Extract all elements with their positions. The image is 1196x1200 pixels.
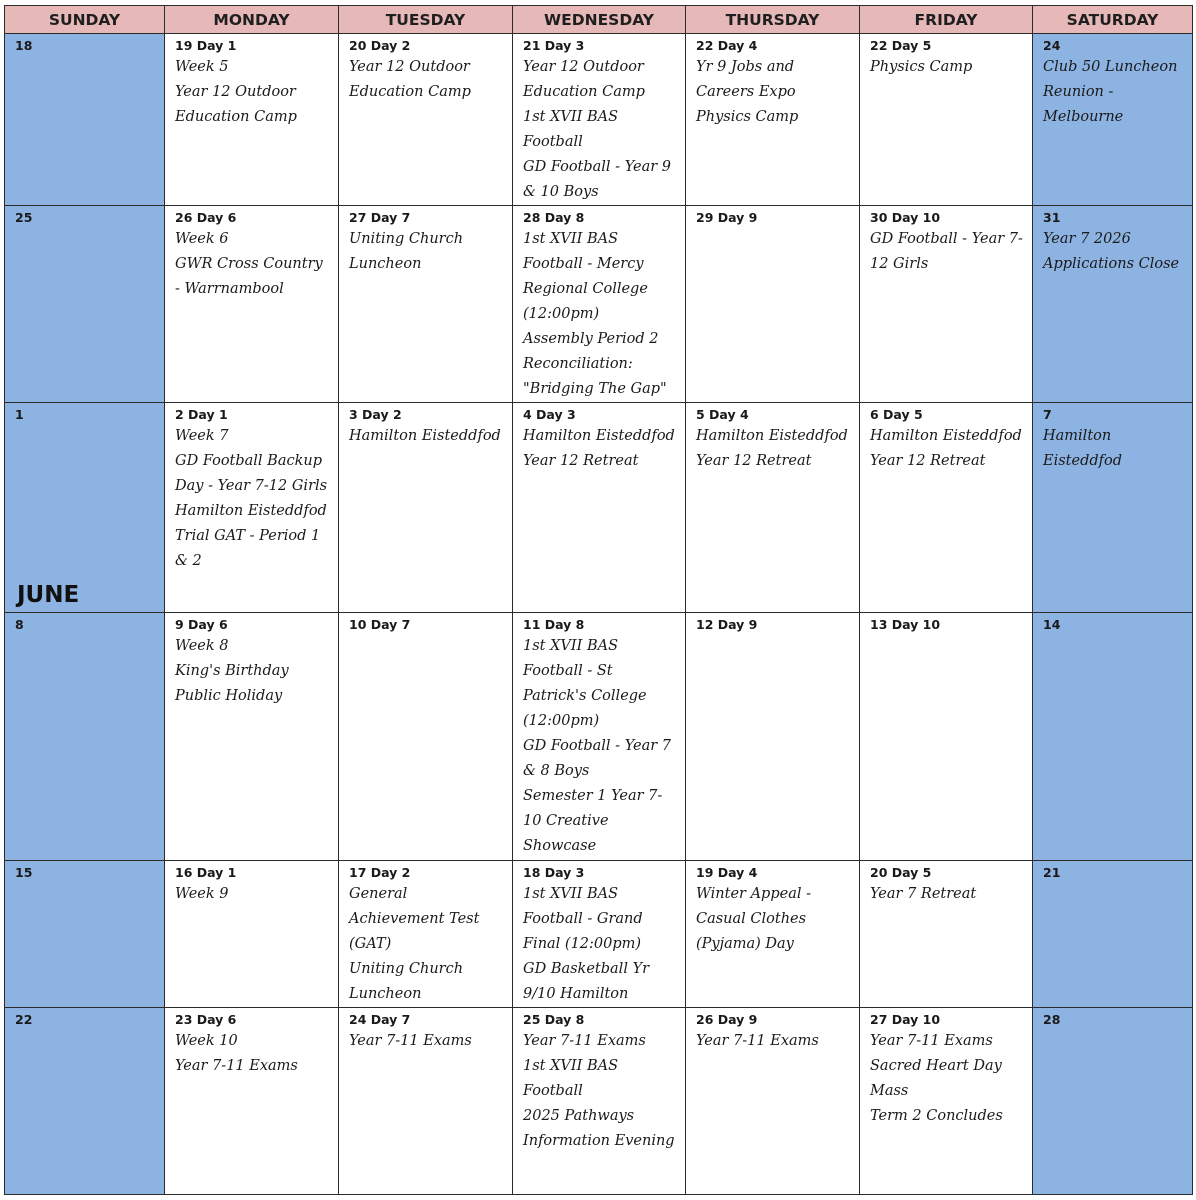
- calendar-event: 1st XVII BAS Football: [523, 109, 619, 150]
- header-sunday: SUNDAY: [5, 6, 165, 34]
- day-cell-tuesday: [339, 403, 513, 613]
- calendar-event: Winter Appeal - Casual Clothes (Pyjama) Day: [696, 886, 811, 952]
- day-cell-content: [513, 206, 685, 402]
- day-cell-content: [1033, 403, 1192, 612]
- day-cell-tuesday: [339, 613, 513, 861]
- day-number: 13 Day 10: [870, 617, 941, 632]
- day-number: 20 Day 2: [349, 38, 411, 53]
- calendar-event: Week 8: [175, 638, 229, 654]
- day-number: 10 Day 7: [349, 617, 411, 632]
- day-cell-content: [1033, 206, 1192, 402]
- calendar-event: Assembly Period 2 Reconciliation: "Bridging The Gap": [523, 331, 667, 397]
- day-cell-monday: [165, 861, 339, 1008]
- day-cell-saturday: [1033, 861, 1193, 1008]
- calendar-event: Week 10: [175, 1033, 238, 1049]
- day-cell-thursday: [686, 206, 860, 403]
- calendar-event: Year 12 Retreat: [870, 453, 986, 469]
- day-cell-friday: [860, 403, 1033, 613]
- day-cell-content: [5, 613, 164, 860]
- day-number: 27 Day 7: [349, 210, 411, 225]
- day-cell-thursday: [686, 613, 860, 861]
- week-row: [5, 403, 1193, 613]
- day-cell-tuesday: [339, 861, 513, 1008]
- week-row: [5, 34, 1193, 206]
- day-cell-friday: [860, 206, 1033, 403]
- calendar-event: Hamilton Eisteddfod: [870, 428, 1022, 444]
- day-number: 19 Day 4: [696, 865, 758, 880]
- header-tuesday: TUESDAY: [339, 6, 513, 34]
- day-cell-content: [339, 861, 512, 1007]
- calendar-event: Trial GAT - Period 1 & 2: [175, 528, 321, 569]
- calendar-event: Year 7-11 Exams: [696, 1033, 819, 1049]
- week-row: [5, 613, 1193, 861]
- day-cell-content: [860, 34, 1032, 205]
- day-cell-monday: [165, 34, 339, 206]
- day-cell-content: [5, 1008, 164, 1194]
- calendar-event: 1st XVII BAS Football - Grand Final (12:00pm): [523, 886, 643, 952]
- day-cell-content: [513, 34, 685, 205]
- day-cell-sunday: [5, 206, 165, 403]
- calendar-event: GD Football - Year 9 & 10 Boys: [523, 159, 671, 200]
- day-cell-sunday: [5, 1008, 165, 1195]
- day-number: 25: [15, 210, 33, 225]
- day-cell-content: [686, 613, 859, 860]
- calendar-event: Year 7-11 Exams: [175, 1058, 298, 1074]
- day-number: 18: [15, 38, 33, 53]
- day-cell-saturday: [1033, 1008, 1193, 1195]
- day-number: 27 Day 10: [870, 1012, 941, 1027]
- calendar-event: Semester 1 Year 7-10 Creative Showcase: [523, 788, 663, 854]
- day-number: 6 Day 5: [870, 407, 923, 422]
- day-cell-content: [165, 403, 338, 612]
- calendar-event: Year 7-11 Exams: [523, 1033, 646, 1049]
- calendar-event: Physics Camp: [870, 59, 973, 75]
- day-number: 19 Day 1: [175, 38, 237, 53]
- day-number: 23 Day 6: [175, 1012, 237, 1027]
- day-number: 30 Day 10: [870, 210, 941, 225]
- day-cell-friday: [860, 861, 1033, 1008]
- day-cell-content: [686, 403, 859, 612]
- day-number: 7: [1043, 407, 1052, 422]
- day-cell-content: [686, 1008, 859, 1194]
- calendar-event: Yr 9 Jobs and Careers Expo: [696, 59, 796, 100]
- day-number: 15: [15, 865, 33, 880]
- day-number: 24: [1043, 38, 1061, 53]
- day-cell-content: [165, 206, 338, 402]
- calendar-event: Year 7 Retreat: [870, 886, 977, 902]
- day-cell-content: [339, 34, 512, 205]
- day-cell-wednesday: [513, 403, 686, 613]
- week-row: [5, 206, 1193, 403]
- day-cell-content: [860, 403, 1032, 612]
- day-number: 21: [1043, 865, 1061, 880]
- day-cell-sunday: [5, 861, 165, 1008]
- day-cell-content: [860, 613, 1032, 860]
- calendar-event: 1st XVII BAS Football: [523, 1058, 619, 1099]
- day-cell-saturday: [1033, 403, 1193, 613]
- header-saturday: SATURDAY: [1033, 6, 1193, 34]
- calendar-event: Year 12 Retreat: [696, 453, 812, 469]
- day-number: 16 Day 1: [175, 865, 237, 880]
- header-monday: MONDAY: [165, 6, 339, 34]
- calendar-event: Year 7 2026 Applications Close: [1043, 231, 1180, 272]
- day-number: 29 Day 9: [696, 210, 758, 225]
- calendar-event: Year 12 Outdoor Education Camp: [175, 84, 297, 125]
- calendar-event: Hamilton Eisteddfod: [696, 428, 848, 444]
- day-number: 2 Day 1: [175, 407, 228, 422]
- day-cell-content: [513, 403, 685, 612]
- calendar-event: Year 12 Outdoor Education Camp: [349, 59, 471, 100]
- day-cell-thursday: [686, 34, 860, 206]
- calendar-event: Week 6: [175, 231, 229, 247]
- day-number: 20 Day 5: [870, 865, 932, 880]
- day-cell-content: [339, 1008, 512, 1194]
- calendar-event: 1st XVII BAS Football - Mercy Regional College (12:00pm): [523, 231, 648, 322]
- calendar-event: General Achievement Test (GAT): [349, 886, 480, 952]
- calendar-event: GD Football - Year 7-12 Girls: [870, 231, 1023, 272]
- day-cell-monday: [165, 206, 339, 403]
- day-cell-content: [5, 861, 164, 1007]
- day-number: 18 Day 3: [523, 865, 585, 880]
- day-cell-sunday: [5, 34, 165, 206]
- day-cell-content: [339, 403, 512, 612]
- day-number: 11 Day 8: [523, 617, 585, 632]
- day-number: 5 Day 4: [696, 407, 749, 422]
- day-cell-content: [5, 403, 164, 612]
- calendar-event: Club 50 Luncheon Reunion - Melbourne: [1043, 59, 1178, 125]
- day-cell-content: [165, 613, 338, 860]
- calendar-table: [4, 5, 1193, 1195]
- calendar-event: Uniting Church Luncheon: [349, 961, 464, 1002]
- day-cell-content: [686, 861, 859, 1007]
- day-cell-monday: [165, 613, 339, 861]
- day-number: 3 Day 2: [349, 407, 402, 422]
- day-cell-thursday: [686, 861, 860, 1008]
- day-number: 22 Day 5: [870, 38, 932, 53]
- day-cell-monday: [165, 403, 339, 613]
- month-label: JUNE: [17, 582, 80, 608]
- header-thursday: THURSDAY: [686, 6, 860, 34]
- calendar-event: Week 9: [175, 886, 229, 902]
- calendar-event: Week 5: [175, 59, 229, 75]
- day-cell-content: [513, 861, 685, 1007]
- day-cell-sunday: [5, 403, 165, 613]
- weekday-header-row: [5, 6, 1193, 34]
- day-number: 28 Day 8: [523, 210, 585, 225]
- day-number: 25 Day 8: [523, 1012, 585, 1027]
- day-cell-content: [1033, 1008, 1192, 1194]
- day-cell-content: [339, 613, 512, 860]
- day-cell-saturday: [1033, 34, 1193, 206]
- day-cell-content: [513, 613, 685, 860]
- calendar-event: Hamilton Eisteddfod: [175, 503, 327, 519]
- calendar-event: Uniting Church Luncheon: [349, 231, 464, 272]
- day-cell-wednesday: [513, 1008, 686, 1195]
- calendar-event: Physics Camp: [696, 109, 799, 125]
- day-number: 1: [15, 407, 24, 422]
- day-number: 22 Day 4: [696, 38, 758, 53]
- calendar-event: Hamilton Eisteddfod: [349, 428, 501, 444]
- day-number: 12 Day 9: [696, 617, 758, 632]
- calendar-event: Year 7-11 Exams: [349, 1033, 472, 1049]
- calendar-event: Sacred Heart Day Mass: [870, 1058, 1002, 1099]
- header-wednesday: WEDNESDAY: [513, 6, 686, 34]
- day-cell-thursday: [686, 1008, 860, 1195]
- calendar-event: Term 2 Concludes: [870, 1108, 1003, 1124]
- day-cell-tuesday: [339, 206, 513, 403]
- calendar-event: Week 7: [175, 428, 229, 444]
- day-cell-sunday: [5, 613, 165, 861]
- calendar-event: Hamilton Eisteddfod: [1043, 428, 1123, 469]
- day-cell-content: [1033, 613, 1192, 860]
- day-cell-tuesday: [339, 1008, 513, 1195]
- day-cell-content: [860, 206, 1032, 402]
- day-cell-content: [165, 34, 338, 205]
- day-cell-content: [686, 34, 859, 205]
- calendar-event: Year 12 Outdoor Education Camp: [523, 59, 645, 100]
- day-cell-content: [339, 206, 512, 402]
- day-number: 26 Day 6: [175, 210, 237, 225]
- day-number: 22: [15, 1012, 33, 1027]
- day-number: 9 Day 6: [175, 617, 228, 632]
- calendar-event: Hamilton Eisteddfod: [523, 428, 675, 444]
- calendar-event: Year 12 Retreat: [523, 453, 639, 469]
- day-cell-wednesday: [513, 34, 686, 206]
- day-number: 24 Day 7: [349, 1012, 411, 1027]
- day-cell-wednesday: [513, 206, 686, 403]
- calendar-event: GD Basketball Yr 9/10 Hamilton: [523, 961, 650, 1002]
- day-cell-content: [5, 34, 164, 205]
- header-friday: FRIDAY: [860, 6, 1033, 34]
- calendar-event: King's Birthday Public Holiday: [175, 663, 289, 704]
- day-cell-content: [686, 206, 859, 402]
- day-cell-friday: [860, 34, 1033, 206]
- calendar-event: GWR Cross Country - Warrnambool: [175, 256, 323, 297]
- day-cell-content: [860, 861, 1032, 1007]
- day-number: 31: [1043, 210, 1061, 225]
- week-row: [5, 861, 1193, 1008]
- calendar-event: GD Football Backup Day - Year 7-12 Girls: [175, 453, 328, 494]
- day-cell-wednesday: [513, 861, 686, 1008]
- day-cell-content: [165, 861, 338, 1007]
- day-number: 21 Day 3: [523, 38, 585, 53]
- day-number: 26 Day 9: [696, 1012, 758, 1027]
- calendar-event: Year 7-11 Exams: [870, 1033, 993, 1049]
- day-cell-content: [165, 1008, 338, 1194]
- day-cell-content: [5, 206, 164, 402]
- day-cell-saturday: [1033, 206, 1193, 403]
- calendar-event: 2025 Pathways Information Evening: [523, 1108, 675, 1149]
- day-cell-content: [1033, 34, 1192, 205]
- day-cell-content: [513, 1008, 685, 1194]
- day-cell-wednesday: [513, 613, 686, 861]
- day-number: 14: [1043, 617, 1061, 632]
- calendar-event: 1st XVII BAS Football - St Patrick's College (12:00pm): [523, 638, 647, 729]
- week-row: [5, 1008, 1193, 1195]
- day-cell-thursday: [686, 403, 860, 613]
- day-number: 8: [15, 617, 24, 632]
- day-cell-saturday: [1033, 613, 1193, 861]
- day-number: 17 Day 2: [349, 865, 411, 880]
- day-cell-content: [1033, 861, 1192, 1007]
- day-number: 4 Day 3: [523, 407, 576, 422]
- day-cell-content: [860, 1008, 1032, 1194]
- calendar-event: GD Football - Year 7 & 8 Boys: [523, 738, 671, 779]
- day-number: 28: [1043, 1012, 1061, 1027]
- day-cell-tuesday: [339, 34, 513, 206]
- day-cell-friday: [860, 613, 1033, 861]
- day-cell-friday: [860, 1008, 1033, 1195]
- day-cell-monday: [165, 1008, 339, 1195]
